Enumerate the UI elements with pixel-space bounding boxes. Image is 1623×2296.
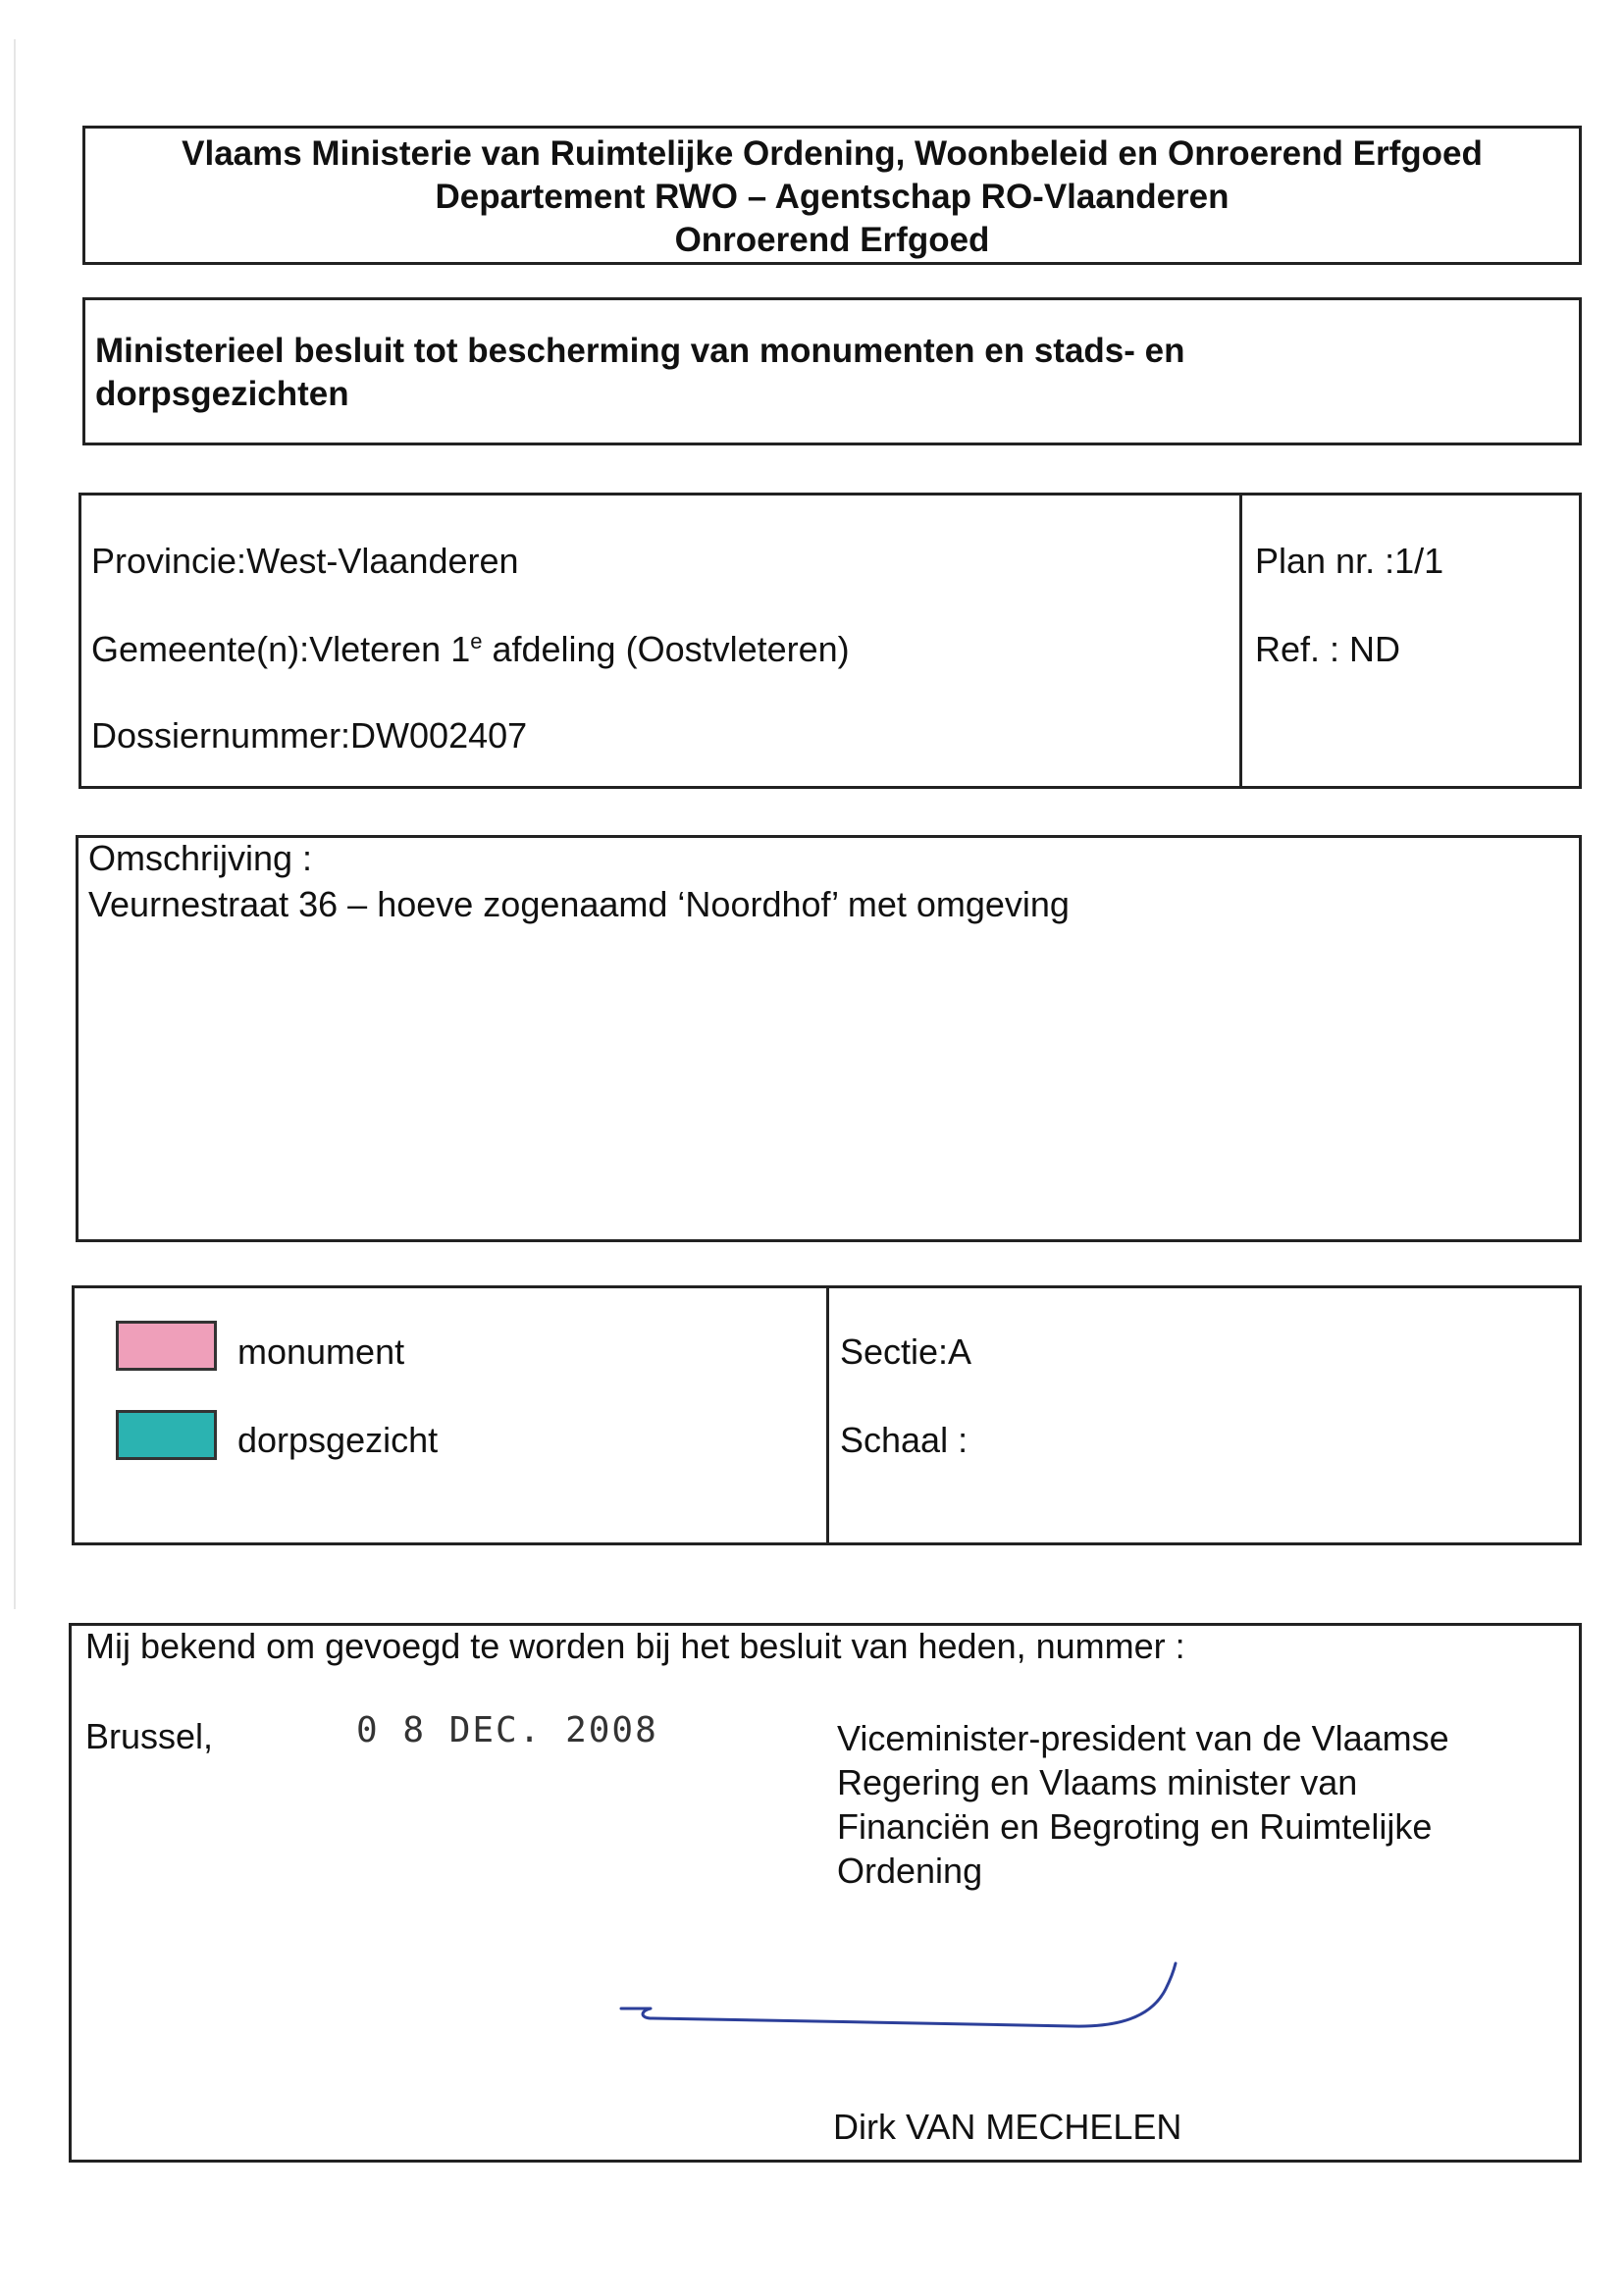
gemeente-field	[91, 629, 850, 670]
minister-title	[837, 1716, 1449, 1893]
handwritten-signature	[582, 1959, 1190, 2067]
legend-label-monument: monument	[237, 1331, 405, 1372]
date-stamp: 0 8 DEC. 2008	[356, 1710, 658, 1750]
document-title	[95, 330, 1185, 416]
location-info-box	[79, 493, 1582, 789]
plan-number-field: Plan nr. :1/1	[1255, 541, 1444, 581]
monument-color-swatch	[116, 1321, 217, 1371]
department-name: Departement RWO – Agentschap RO-Vlaanderen	[435, 178, 1230, 216]
dorpsgezicht-color-swatch	[116, 1410, 217, 1460]
signature-box	[69, 1623, 1582, 2163]
description-label: Omschrijving :	[88, 838, 313, 878]
minister-title-line-3: Financiën en Begroting en Ruimtelijke	[837, 1806, 1433, 1847]
legend-box	[72, 1285, 1582, 1545]
sectie-field: Sectie:A	[840, 1331, 972, 1372]
place-label: Brussel,	[85, 1716, 214, 1756]
minister-title-line-1: Viceminister-president van de Vlaamse	[837, 1718, 1449, 1758]
gemeente-main: Gemeente(n):Vleteren 1	[91, 629, 471, 669]
info-divider	[1239, 496, 1242, 786]
title-box	[82, 297, 1582, 445]
scan-edge-line	[14, 39, 16, 1609]
minister-title-line-4: Ordening	[837, 1851, 983, 1891]
gemeente-superscript: e	[470, 629, 483, 653]
dossier-number-field: Dossiernummer:DW002407	[91, 715, 528, 756]
agency-name: Onroerend Erfgoed	[674, 221, 990, 259]
legend-label-dorpsgezicht: dorpsgezicht	[237, 1420, 439, 1460]
description-box	[76, 835, 1582, 1242]
header-box	[82, 126, 1582, 265]
ministry-name: Vlaams Ministerie van Ruimtelijke Ordening, Woonbeleid en Onroerend Erfgoed	[182, 134, 1483, 173]
description-text: Veurnestraat 36 – hoeve zogenaamd ‘Noordhof’ met omgeving	[88, 884, 1070, 924]
document-title-line-2: dorpsgezichten	[95, 375, 349, 413]
provincie-field: Provincie:West-Vlaanderen	[91, 541, 519, 581]
reference-field: Ref. : ND	[1255, 629, 1401, 669]
document-title-line-1: Ministerieel besluit tot bescherming van monumenten en stads- en	[95, 332, 1185, 370]
attestation-statement: Mij bekend om gevoegd te worden bij het besluit van heden, nummer :	[85, 1626, 1185, 1666]
gemeente-suffix: afdeling (Oostvleteren)	[482, 629, 850, 669]
signatory-name: Dirk VAN MECHELEN	[833, 2107, 1182, 2147]
legend-divider	[826, 1288, 829, 1542]
minister-title-line-2: Regering en Vlaams minister van	[837, 1762, 1358, 1802]
schaal-field: Schaal :	[840, 1420, 969, 1460]
